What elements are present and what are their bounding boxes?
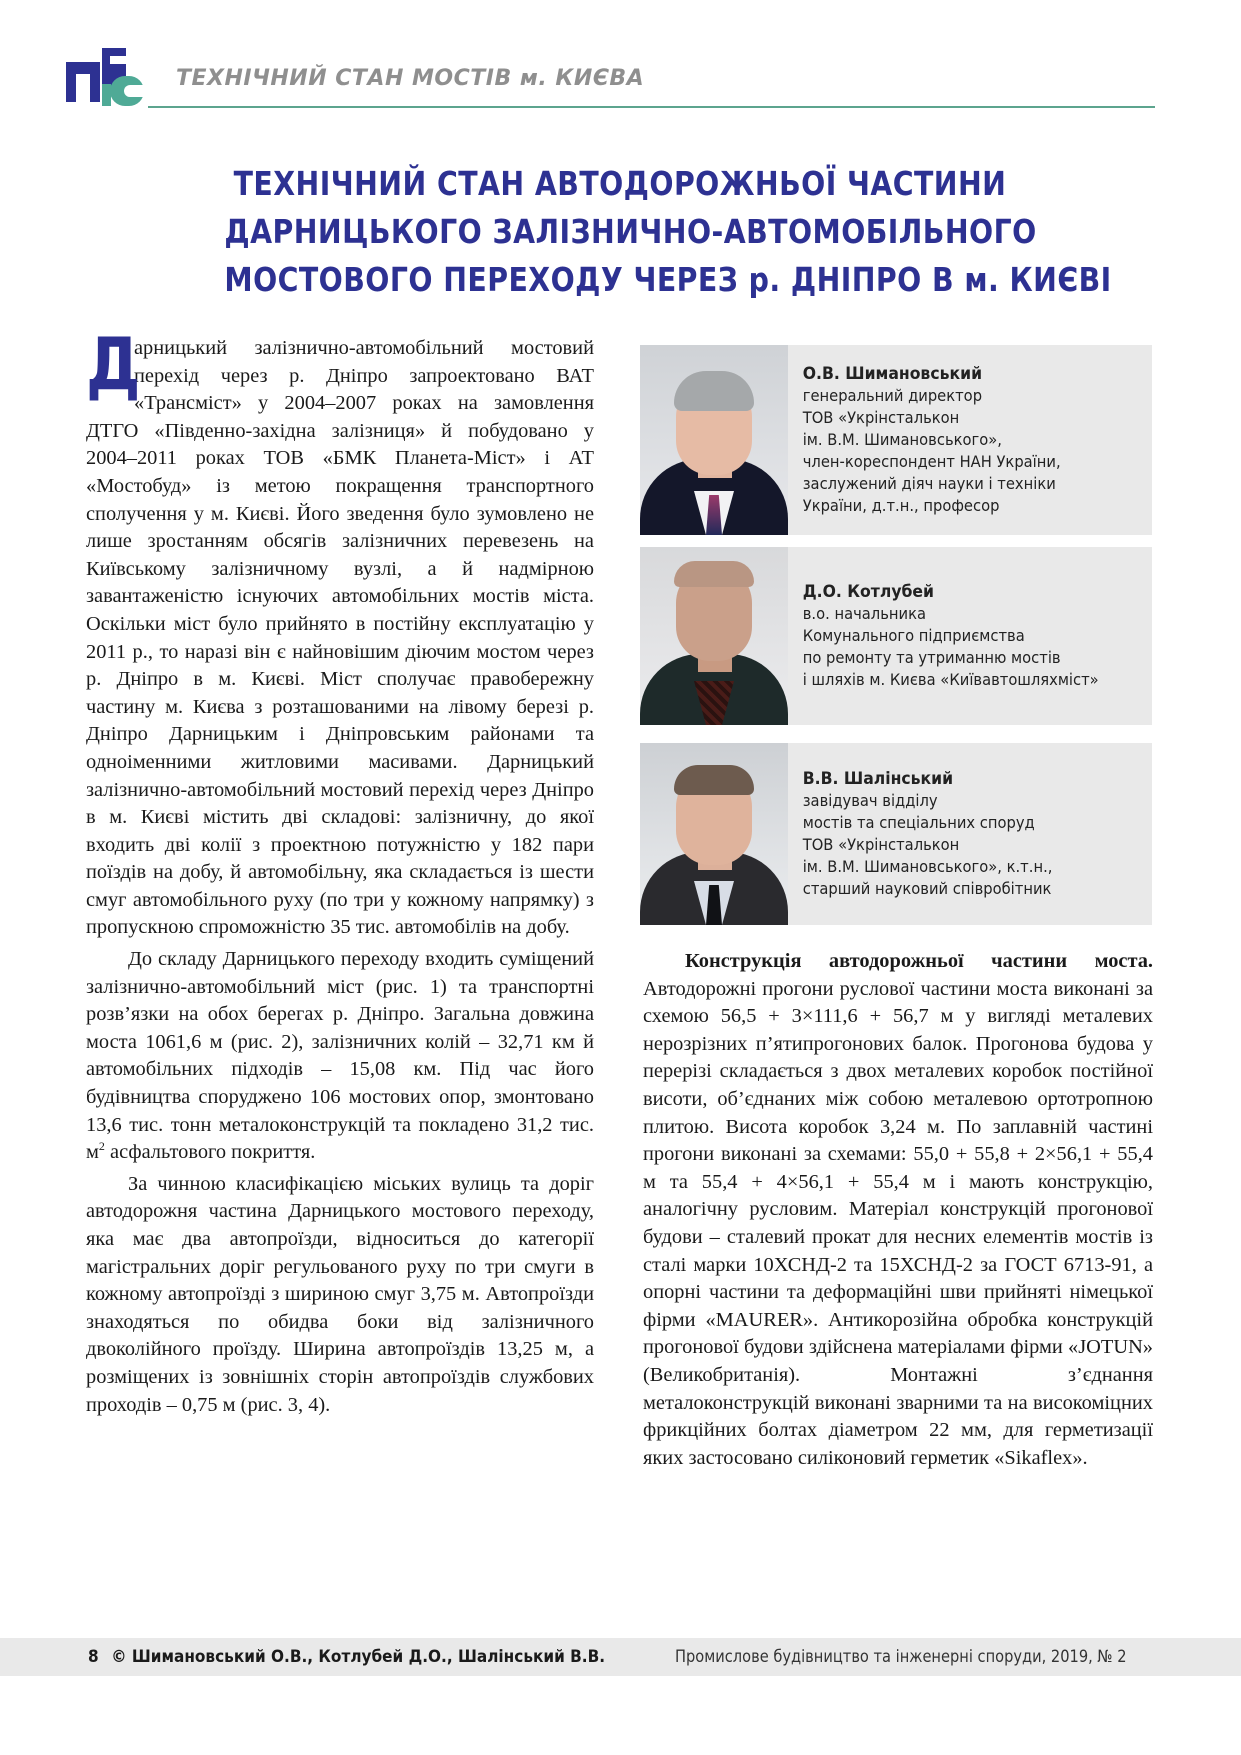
title-line: ДАРНИЦЬКОГО ЗАЛІЗНИЧНО-АВТОМОБІЛЬНОГО bbox=[224, 212, 1037, 251]
author-detail: ТОВ «Укрінсталькон bbox=[802, 408, 960, 427]
author-name: Д.О. Котлубей bbox=[802, 582, 935, 602]
journal-logo bbox=[66, 48, 154, 110]
page-footer bbox=[0, 1638, 1241, 1676]
author-card bbox=[640, 743, 1152, 925]
intro-paragraph bbox=[86, 322, 594, 942]
author-info bbox=[788, 743, 1052, 925]
paragraph-text: арницький залізнично-автомобільний мостовий перехід через р. Дніпро запроектовано ВАТ «Трансміст» у 2004–2007 роках на замовлення ДТГО «Південно-західна залізниця» й побудовано у 2004–2011 роках ТОВ «БМК Планета-Міст» і АТ «Мостобуд» із метою покращення транспортного сполучення у м. Києві. Його зведення було зумовлено не лише зростанням обсягів залізничних перевезень на Київському залізничному вузлі, а й надмірною завантаженістю існуючих автомобільних мостів міста. Оскільки міст було прийнято в постійну експлуатацію у 2011 р., то наразі він є найновішим діючим мостом через р. Дніпро в м. Києві. Міст сполучає правобережну частину м. Києва з розташованими на лівому березі р. Дніпро Дарницьким і Дніпровським районами та одноіменними житловими масивами. Дарницький залізнично-автомобільний мостовий перехід через Дніпро в м. Києві містить дві складові: залізничну, до якої входить дві колії з проектною потужністю у 182 пари поїздів на добу, й автомобільну, яка складається із шести смуг автомобільного руху (по три у кожному напрямку) з пропускною спроможністю 35 тис. автомобілів на добу. bbox=[86, 337, 594, 939]
author-detail: завідувач відділу bbox=[802, 791, 938, 810]
author-detail: член-кореспондент НАН України, bbox=[802, 452, 1061, 471]
author-photo bbox=[640, 743, 788, 925]
paragraph-text: До складу Дарницького переходу входить суміщений залізнично-автомобільний міст (рис. 1) та транспортні розв’язки на обох берегах р. Дніпро. Загальна довжина моста 1061,6 м (рис. 2), залізничних колій – 32,71 км й автомобільних підходів – 15,08 км. Під час його будівництва споруджено 106 мостових опор, змонтовано 13,6 тис. тонн металоконструкцій та покладено 31,2 тис. м bbox=[86, 948, 594, 1164]
copyright: © Шимановський О.В., Котлубей Д.О., Шалінський В.В. bbox=[111, 1647, 606, 1667]
running-head: ТЕХНІЧНИЙ СТАН МОСТІВ м. КИЄВА bbox=[176, 66, 645, 91]
author-detail: генеральний директор bbox=[802, 386, 983, 405]
author-detail: заслужений діяч науки і техніки bbox=[802, 474, 1056, 493]
author-detail: ім. В.М. Шимановського», к.т.н., bbox=[802, 857, 1053, 876]
author-info bbox=[788, 547, 1099, 725]
body-paragraph bbox=[86, 946, 594, 1167]
author-detail: мостів та спеціальних споруд bbox=[802, 813, 1035, 832]
body-paragraph: За чинною класифікацією міських вулиць та доріг автодорожня частина Дарницького мостового переходу, яка має два автопроїзди, відноситься до категорії магістральних доріг регульованого руху по три смуги в кожному автопроїзді з шириною смуг 3,75 м. Автопроїзди знаходяться по обидва боки від залізничного двоколійного проїзду. Ширина автопроїздів 13,25 м, а розміщених із зовнішніх сторін автопроїздів службових проходів – 0,75 м (рис. 3, 4). bbox=[86, 1172, 594, 1416]
footer-left bbox=[88, 1647, 605, 1667]
header-rule bbox=[148, 106, 1155, 108]
article-title bbox=[224, 160, 1112, 304]
author-name: О.В. Шимановський bbox=[802, 364, 983, 384]
author-info bbox=[788, 345, 1061, 535]
drop-cap: Д bbox=[86, 322, 141, 406]
section-paragraph bbox=[643, 948, 1153, 1472]
author-detail: і шляхів м. Києва «Київавтошляхміст» bbox=[802, 670, 1099, 689]
title-line: ТЕХНІЧНИЙ СТАН АВТОДОРОЖНЬОЇ ЧАСТИНИ bbox=[233, 164, 1007, 203]
paragraph-text: Автодорожні прогони руслової частини моста виконані за схемою 56,5 + 3×111,6 + 56,7 м у вигляді металевих нерозрізних п’ятипрогонових балок. Прогонова будова у перерізі складається з двох металевих коробок постійної висоти, об’єднаних між собою металевою ортотропною плитою. Висота коробок 3,24 м. По заплавній частині прогони виконані за схемами: 55,0 + 55,8 + 2×56,1 + 55,4 м та 55,4 + 4×56,1 + 55,4 м і мають конструкцію, аналогічну русловим. Матеріал конструкцій прогонової будови – сталевий прокат для несних елементів мостів із сталі марки 10ХСНД-2 та 15ХСНД-2 за ГОСТ 6713-91, а опорні частини та деформаційні шви прийняті німецької фірми «MAURER». Антикорозійна обробка конструкцій прогонової будови здійснена матеріалами фірми «JOTUN» (Великобританія). Монтажні з’єднання металоконструкцій виконані зварними та на високоміцних фрикційних болтах діаметром 22 мм, для герметизації яких застосовано силіконовий герметик «Sikaflex». bbox=[643, 977, 1153, 1469]
page-number: 8 bbox=[88, 1647, 99, 1667]
author-detail: ім. В.М. Шимановського», bbox=[802, 430, 1002, 449]
author-detail: в.о. начальника bbox=[802, 604, 926, 623]
author-detail: по ремонту та утриманню мостів bbox=[802, 648, 1061, 667]
author-detail: старший науковий співробітник bbox=[802, 879, 1052, 898]
superscript: 2 bbox=[98, 1139, 105, 1154]
author-name: В.В. Шалінський bbox=[802, 769, 954, 789]
logo-letter-p bbox=[66, 62, 100, 102]
journal-citation: Промислове будівництво та інженерні споруди, 2019, № 2 bbox=[675, 1647, 1127, 1667]
left-column bbox=[86, 322, 594, 1419]
author-photo bbox=[640, 345, 788, 535]
author-photo bbox=[640, 547, 788, 725]
logo-letter-s bbox=[110, 76, 144, 106]
right-column bbox=[643, 948, 1153, 1472]
author-card bbox=[640, 547, 1152, 725]
author-card bbox=[640, 345, 1152, 535]
section-heading: Конструкція автодорожньої частини моста. bbox=[685, 950, 1153, 972]
title-line: МОСТОВОГО ПЕРЕХОДУ ЧЕРЕЗ р. ДНІПРО В м. КИЄВІ bbox=[224, 260, 1112, 299]
author-detail: ТОВ «Укрінсталькон bbox=[802, 835, 960, 854]
author-detail: України, д.т.н., професор bbox=[802, 496, 1000, 515]
paragraph-text: асфальтового покриття. bbox=[110, 1141, 316, 1164]
author-detail: Комунального підприємства bbox=[802, 626, 1025, 645]
